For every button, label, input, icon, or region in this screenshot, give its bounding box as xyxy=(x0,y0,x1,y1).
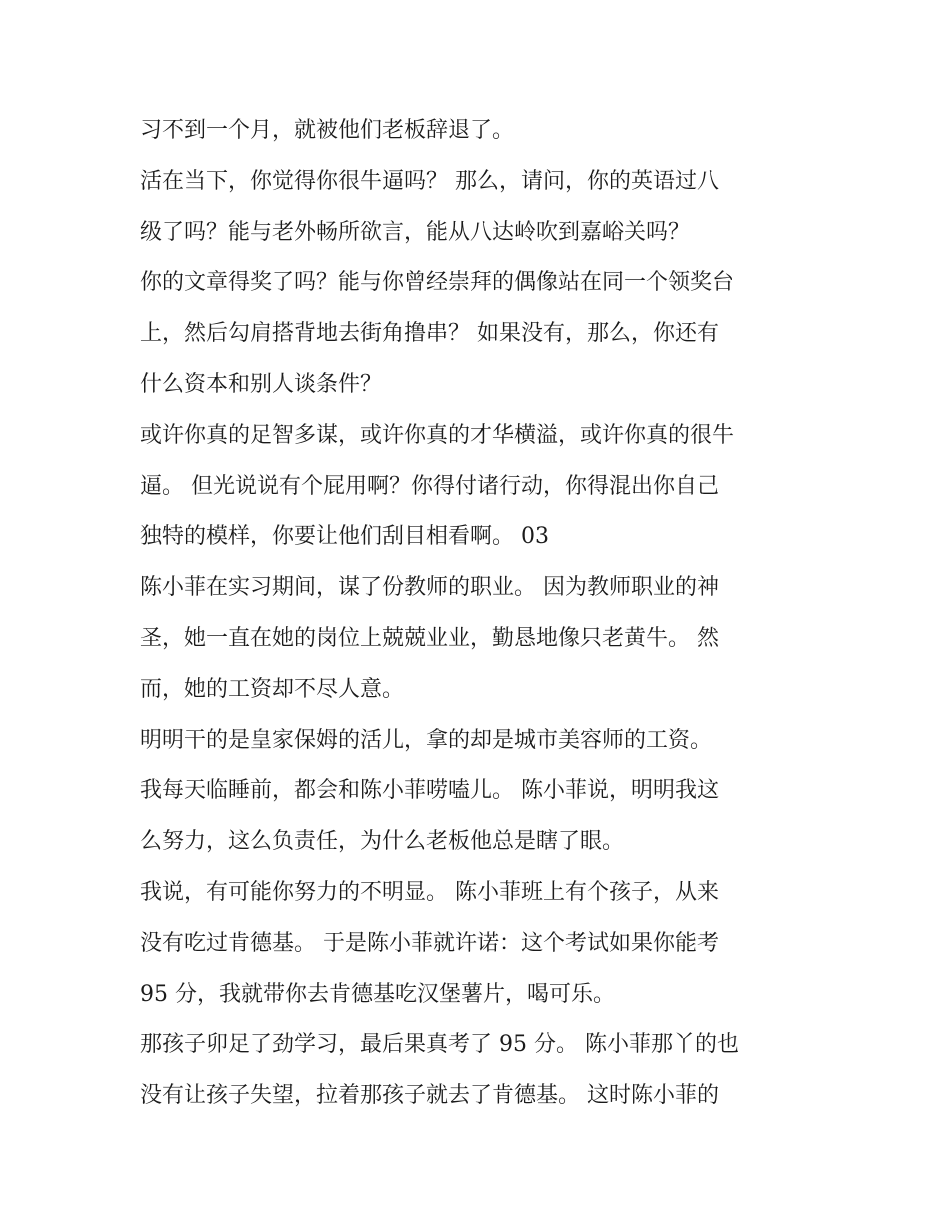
text-line: 上，然后勾肩搭背地去街角撸串？ 如果没有，那么，你还有 xyxy=(140,321,719,347)
text-line: 明明干的是皇家保姆的活儿，拿的却是城市美容师的工资。 xyxy=(140,727,713,753)
text-line: 习不到一个月，就被他们老板辞退了。 xyxy=(140,118,515,143)
text-line: 那孩子卯足了劲学习，最后果真考了 95 分。 陈小菲那丫的也 xyxy=(140,1032,739,1058)
text-line: 逼。 但光说说有个屁用啊？你得付诸行动，你得混出你自己 xyxy=(140,473,719,499)
body-text xyxy=(140,106,830,1122)
text-line: 你的文章得奖了吗？能与你曾经崇拜的偶像站在同一个领奖台 xyxy=(140,270,735,296)
text-line: 级了吗？能与老外畅所欲言，能从八达岭吹到嘉峪关吗？ xyxy=(140,219,691,245)
text-line: 没有吃过肯德基。 于是陈小菲就许诺：这个考试如果你能考 xyxy=(140,930,719,956)
text-line: 什么资本和别人谈条件？ xyxy=(140,371,383,397)
text-line: 我每天临睡前，都会和陈小菲唠嗑儿。 陈小菲说，明明我这 xyxy=(140,778,719,804)
text-line: 或许你真的足智多谋，或许你真的才华横溢，或许你真的很牛 xyxy=(140,422,735,448)
text-line: 而，她的工资却不尽人意。 xyxy=(140,676,405,702)
text-line: 独特的模样，你要让他们刮目相看啊。 03 xyxy=(140,524,549,550)
text-line: 我说，有可能你努力的不明显。 陈小菲班上有个孩子，从来 xyxy=(140,879,719,905)
text-line: 没有让孩子失望，拉着那孩子就去了肯德基。 这时陈小菲的 xyxy=(140,1083,719,1109)
text-line: 陈小菲在实习期间，谋了份教师的职业。 因为教师职业的神 xyxy=(140,575,719,601)
text-line: 么努力，这么负责任，为什么老板他总是瞎了眼。 xyxy=(140,829,625,855)
text-line: 95 分，我就带你去肯德基吃汉堡薯片，喝可乐。 xyxy=(140,981,615,1007)
text-line: 活在当下，你觉得你很牛逼吗？ 那么，请问，你的英语过八 xyxy=(140,168,719,194)
text-line: 圣，她一直在她的岗位上兢兢业业，勤恳地像只老黄牛。 然 xyxy=(140,625,719,651)
